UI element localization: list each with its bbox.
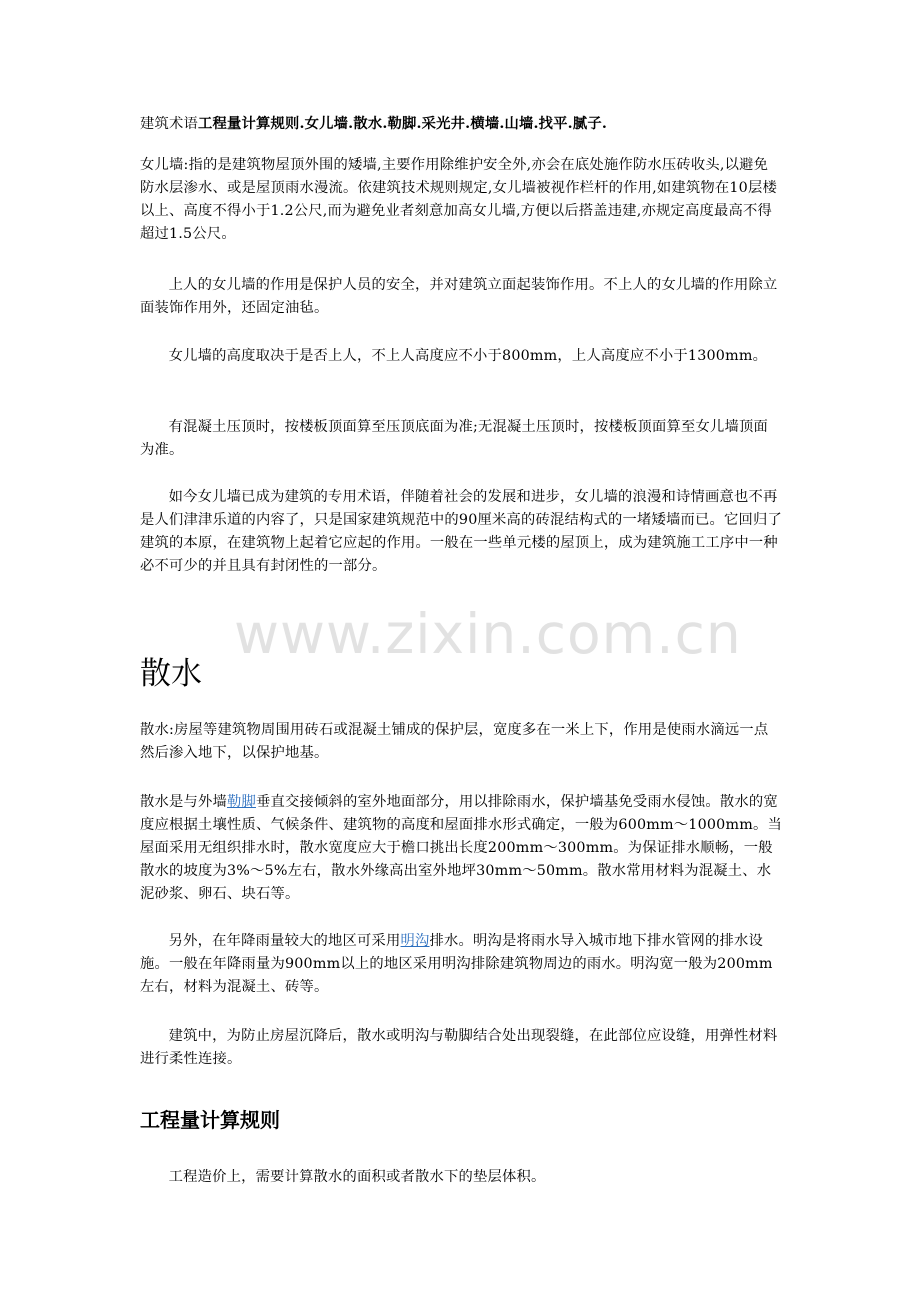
document-title-line bbox=[140, 113, 782, 136]
apron-definition-paragraph: 散水:房屋等建筑物周围用砖石或混凝土铺成的保护层，宽度多在一米上下，作用是使雨水滴远一点然后渗入地下，以保护地基。 bbox=[140, 722, 769, 761]
parapet-function-paragraph: 上人的女儿墙的作用是保护人员的安全，并对建筑立面起装饰作用。不上人的女儿墙的作用除立面装饰作用外，还固定油毡。 bbox=[140, 277, 778, 316]
quantity-rules-heading: 工程量计算规则 bbox=[140, 1108, 280, 1132]
open-ditch-text-before: 另外，在年降雨量较大的地区可采用 bbox=[168, 933, 401, 949]
parapet-history-paragraph: 如今女儿墙已成为建筑的专用术语，伴随着社会的发展和进步，女儿墙的浪漫和诗情画意也不再是人们津津乐道的内容了，只是国家建筑规范中的90厘米高的砖混结构式的一堵矮墙而已。它回归了建筑的本原，在建筑物上起着它应起的作用。一般在一些单元楼的屋顶上，成为建筑施工工序中一种必不可少的并且具有封闭性的一部分。 bbox=[140, 489, 782, 574]
apron-detail-text-after: 垂直交接倾斜的室外地面部分，用以排除雨水，保护墙基免受雨水侵蚀。散水的宽度应根据土壤性质、气候条件、建筑物的高度和屋面排水形式确定，一般为600mm～1000mm。当屋面采用无组织排水时，散水宽度应大于檐口挑出长度200mm～300mm。为保证排水顺畅，一般散水的坡度为3%～5%左右，散水外缘高出室外地坪30mm～50mm。散水常用材料为混凝土、水泥砂浆、卵石、块石等。 bbox=[140, 794, 782, 902]
open-ditch-link[interactable]: 明沟 bbox=[400, 933, 430, 949]
apron-detail-paragraph bbox=[140, 791, 782, 906]
apron-heading: 散水 bbox=[140, 656, 202, 692]
parapet-height-paragraph: 女儿墙的高度取决于是否上人，不上人高度应不小于800mm，上人高度应不小于1300mm。 bbox=[168, 348, 768, 364]
apron-detail-text-before: 散水是与外墙 bbox=[140, 794, 227, 810]
title-lead: 建筑术语 bbox=[140, 116, 198, 132]
open-ditch-text-after: 排水。明沟是将雨水导入城市地下排水管网的排水设施。一般在年降雨量为900mm以上的地区采用明沟排除建筑物周边的雨水。明沟宽一般为200mm左右，材料为混凝土、砖等。 bbox=[140, 933, 773, 995]
title-bold: 工程量计算规则.女儿墙.散水.勒脚.采光井.横墙.山墙.找平.腻子. bbox=[198, 116, 608, 132]
parapet-measure-paragraph: 有混凝土压顶时，按楼板顶面算至压顶底面为准;无混凝土压顶时，按楼板顶面算至女儿墙顶面为准。 bbox=[140, 419, 768, 458]
parapet-definition-paragraph: 女儿墙:指的是建筑物屋顶外围的矮墙,主要作用除维护安全外,亦会在底处施作防水压砖收头,以避免防水层渗水、或是屋顶雨水漫流。依建筑技术规则规定,女儿墙被视作栏杆的作用,如建筑物在10层楼以上、高度不得小于1.2公尺,而为避免业者刻意加高女儿墙,方便以后搭盖违建,亦规定高度最高不得超过1.5公尺。 bbox=[140, 157, 777, 242]
quantity-rules-paragraph: 工程造价上，需要计算散水的面积或者散水下的垫层体积。 bbox=[168, 1169, 546, 1185]
open-ditch-paragraph bbox=[140, 930, 782, 999]
settlement-joint-paragraph: 建筑中，为防止房屋沉降后，散水或明沟与勒脚结合处出现裂缝，在此部位应设缝，用弹性材料进行柔性连接。 bbox=[140, 1028, 778, 1067]
watermark-text: www.zixin.com.cn bbox=[234, 602, 742, 666]
plinth-link[interactable]: 勒脚 bbox=[226, 794, 256, 810]
